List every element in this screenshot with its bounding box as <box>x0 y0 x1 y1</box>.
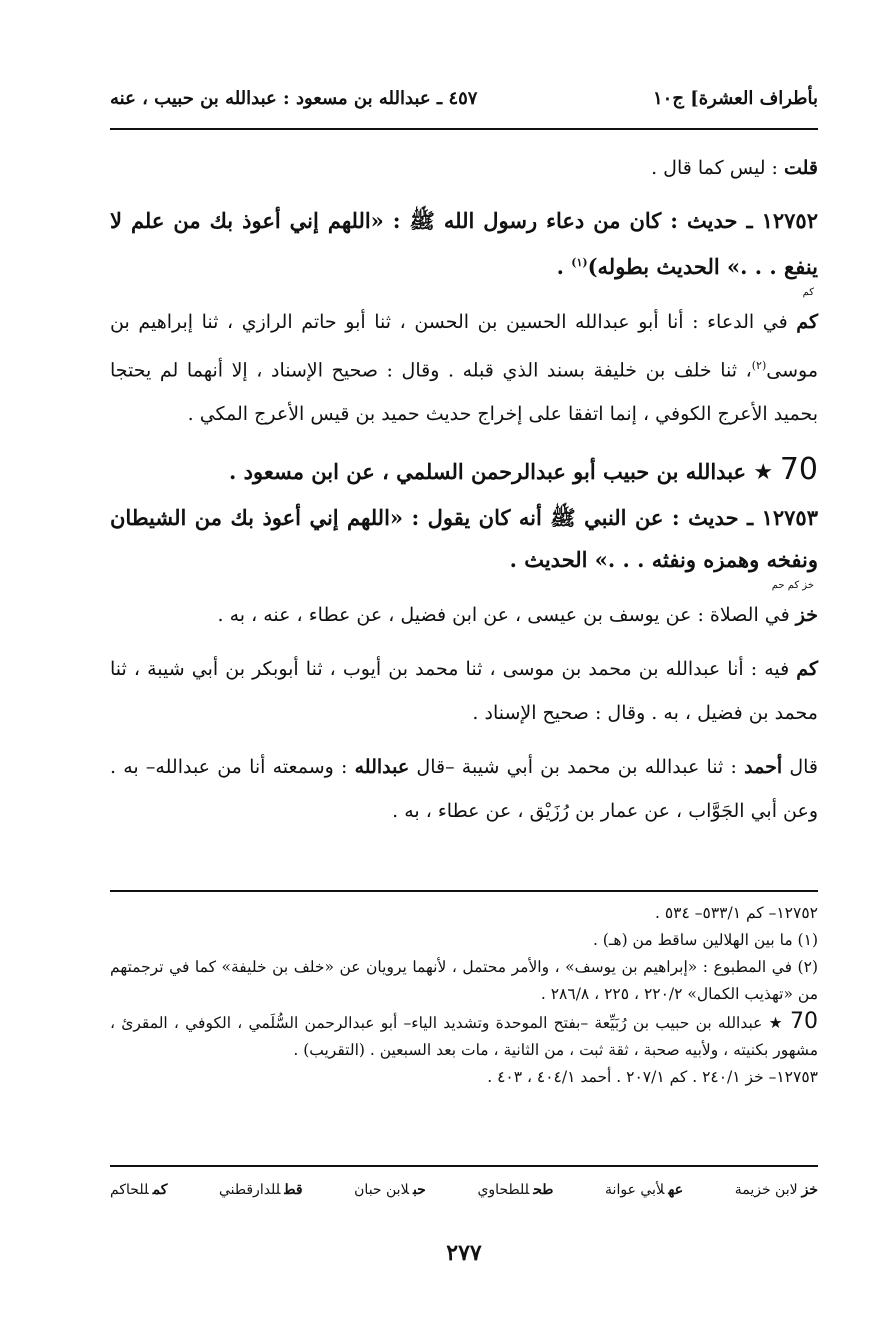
key-item <box>110 1182 167 1198</box>
footnote-12753: ١٢٧٥٣– خز ٢٤٠/١ . كم ٢٠٧/١ . أحمد ٤٠٤/١ ، ٤٠٣ . <box>487 1068 818 1086</box>
key-label: للحاكم <box>110 1182 149 1198</box>
key-item <box>219 1182 303 1198</box>
hadith-12753 <box>110 497 818 591</box>
footnote-1: (١) ما بين الهلالين ساقط من (هـ) . <box>592 931 818 949</box>
key-rule <box>110 1165 818 1167</box>
key-label: لابن خزيمة <box>734 1182 798 1198</box>
label-kam: كم <box>796 311 818 333</box>
header-book-title: بأطراف العشرة] ج١٠ <box>652 87 818 109</box>
text-ahmad-a: قال <box>782 756 818 779</box>
hadith-12752-source-abbr: كم <box>802 287 814 298</box>
paragraph-kam-fih <box>110 647 818 735</box>
hadith-12753-text: ١٢٧٥٣ ـ حديث : عن النبي ﷺ أنه كان يقول : «اللهم إني أعوذ بك من الشيطان ونفخه وهمزه ونفثه . . .» الحديث . <box>110 505 818 573</box>
header-section-title: ٤٥٧ ـ عبدالله بن مسعود : عبدالله بن حبيب ، عنه <box>110 87 478 109</box>
key-abbr: عه <box>668 1182 684 1198</box>
text-qultu: : ليس كما قال . <box>651 157 784 179</box>
paragraph-kam-dua <box>110 300 818 436</box>
text-kam-a: في الدعاء : أنا أبو عبدالله الحسين بن الحسن ، ثنا أبو حاتم الرازي ، ثنا إبراهيم بن موسى <box>110 311 818 382</box>
key-label: للطحاوي <box>477 1182 530 1198</box>
abbreviation-key <box>110 1182 818 1198</box>
book-page <box>110 0 818 1325</box>
label-abdullah: عبدالله <box>354 756 410 779</box>
footnote-ref-2: (٢) <box>751 359 767 372</box>
star-icon: ★ <box>753 460 774 486</box>
key-label: لأبي عوانة <box>605 1182 665 1198</box>
key-abbr: طح <box>533 1182 554 1198</box>
label-ahmad: أحمد <box>744 756 783 779</box>
hadith-12752-body: ١٢٧٥٢ ـ حديث : كان من دعاء رسول الله ﷺ : «اللهم إني أعوذ بك من علم لا ينفع . . .» الحديث بطوله) <box>110 208 818 279</box>
key-abbr: كم <box>152 1182 168 1198</box>
header-rule <box>110 128 818 130</box>
paragraph-qultu <box>110 146 818 190</box>
label-kam-2: كم <box>796 658 818 681</box>
key-item <box>605 1182 683 1198</box>
hadith-12752-text <box>110 200 818 288</box>
footnote-2: (٢) في المطبوع : «إبراهيم بن يوسف» ، والأمر محتمل ، لأنهما يرويان عن «خلف بن خليفة» كما في ترجمتهم من «تهذيب الكمال» ٢٢٠/٢ ، ٢٢٥ ، ٢٨٦/٨ . <box>110 958 818 1003</box>
main-text <box>110 146 818 833</box>
paragraph-ahmad <box>110 745 818 833</box>
text-ahmad-c: : وسمعته أنا من عبدالله– به . وعن أبي الجَوَّاب ، عن عمار بن رُزَيْق ، عن عطاء ، به . <box>110 756 818 823</box>
footnote-narrator-70 <box>110 1008 818 1064</box>
hadith-12752-end: . <box>556 254 572 279</box>
running-header <box>110 80 818 116</box>
footnote-narrator-number: 70 <box>790 1009 818 1034</box>
footnotes-rule <box>110 890 818 892</box>
hadith-12752 <box>110 200 818 298</box>
key-item <box>354 1182 426 1198</box>
footnotes <box>110 900 818 1091</box>
narrator-text: عبدالله بن حبيب أبو عبدالرحمن السلمي ، عن ابن مسعود . <box>229 459 754 485</box>
text-kam-fih: فيه : أنا عبدالله بن محمد بن موسى ، ثنا محمد بن أيوب ، ثنا أبوبكر بن أبي شيبة ، ثنا محمد بن فضيل ، به . وقال : صحيح الإسناد . <box>110 658 818 725</box>
footnote-star-icon: ★ <box>768 1014 784 1032</box>
text-ahmad-b: : ثنا عبدالله بن محمد بن أبي شيبة –قال <box>409 756 745 779</box>
key-label: لابن حبان <box>354 1182 409 1198</box>
paragraph-khuz <box>110 593 818 637</box>
key-item <box>735 1182 818 1198</box>
key-abbr: قط <box>284 1182 303 1198</box>
hadith-12753-source-abbr: خز كم حم <box>771 580 814 592</box>
narrator-heading <box>110 446 818 497</box>
page-number: ٢٧٧ <box>446 1240 482 1266</box>
key-abbr: خز <box>801 1182 818 1198</box>
key-label: للدارقطني <box>218 1182 281 1198</box>
key-item <box>477 1182 553 1198</box>
footnote-12752: ١٢٧٥٢– كم ٥٣٣/١– ٥٣٤ . <box>654 904 818 922</box>
footnote-narrator-text: عبدالله بن حبيب بن رُبَيِّعة –بفتح الموحدة وتشديد الياء– أبو عبدالرحمن السُّلَمي ، الكوفي ، المقرئ ، مشهور بكنيته ، ولأبيه صحبة ، ثقة ثبت ، من الثانية ، مات بعد السبعين . (التقريب) . <box>110 1014 818 1059</box>
text-khuz: في الصلاة : عن يوسف بن عيسى ، عن ابن فضيل ، عن عطاء ، عنه ، به . <box>217 604 796 627</box>
narrator-number: 70 <box>779 452 818 488</box>
key-abbr: حب <box>412 1182 426 1198</box>
label-khuz: خز <box>795 604 818 627</box>
text-kam-b: ، ثنا خلف بن خليفة بسند الذي قبله . وقال : صحيح الإسناد ، إلا أنهما لم يحتجا بحميد الأعرج الكوفي ، إنما اتفقا على إخراج حديث حميد بن قيس الأعرج المكي . <box>110 359 818 426</box>
label-qultu: قلت <box>783 157 818 179</box>
footnote-ref-1: (١) <box>571 256 588 269</box>
